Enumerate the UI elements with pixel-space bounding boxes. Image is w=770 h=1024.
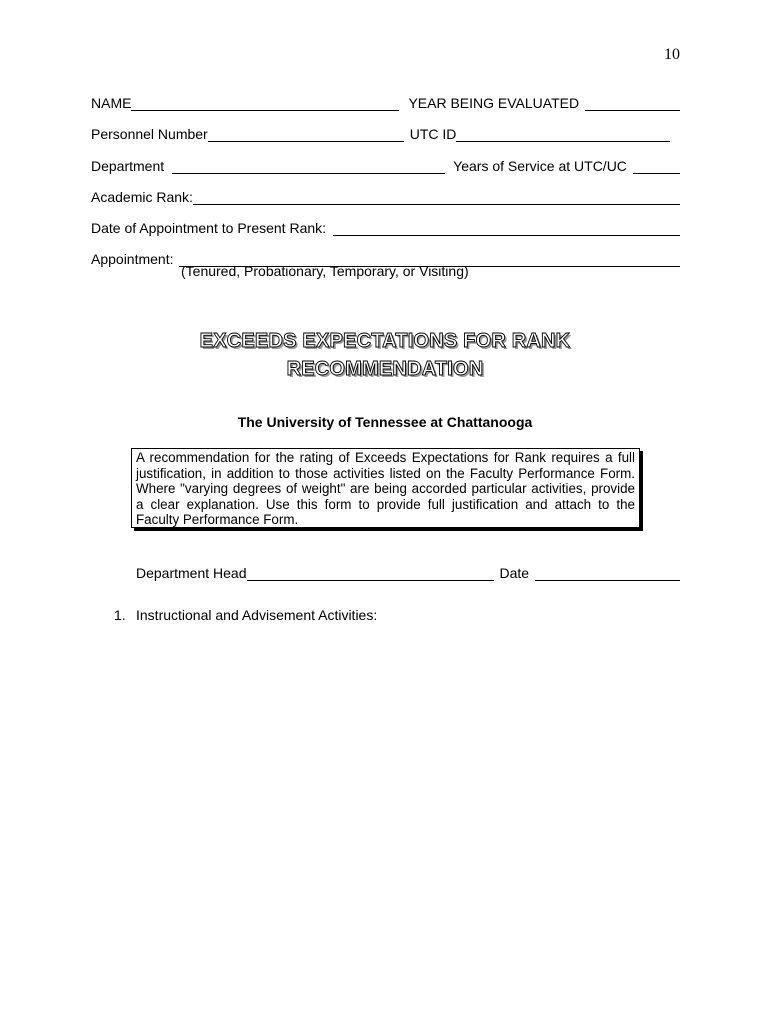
appointment-label: Appointment: — [91, 251, 174, 267]
years-service-label: Years of Service at UTC/UC — [453, 158, 627, 174]
department-label: Department — [91, 158, 165, 174]
form-title — [90, 327, 680, 383]
department-field[interactable] — [172, 158, 445, 174]
appointment-hint: (Tenured, Probationary, Temporary, or Visiting) — [181, 263, 469, 279]
department-row — [91, 154, 680, 174]
form-title-line1: EXCEEDS EXPECTATIONS FOR RANK — [199, 330, 571, 352]
dept-head-label: Department Head — [136, 565, 247, 581]
appointment-date-label: Date of Appointment to Present Rank: — [91, 220, 327, 236]
item-label: Instructional and Advisement Activities: — [136, 607, 378, 623]
list-item — [114, 607, 377, 623]
appointment-date-row — [91, 216, 680, 236]
academic-rank-row — [91, 185, 680, 205]
name-field[interactable] — [131, 95, 399, 111]
years-service-field[interactable] — [633, 158, 680, 174]
signature-row — [136, 561, 680, 581]
item-number: 1. — [114, 607, 126, 623]
personnel-field[interactable] — [208, 126, 404, 142]
page-number: 10 — [664, 46, 680, 63]
personnel-label: Personnel Number — [91, 126, 208, 142]
year-field[interactable] — [585, 95, 680, 111]
justification-notice: A recommendation for the rating of Exceeds Expectations for Rank requires a full justification, in addition to those activities listed on the Faculty Performance Form. Where "varying degrees of weight" are being accorded particular activities, provide a clear explanation. Use this form to provide full justification and attach to the Faculty Performance Form. — [131, 448, 640, 528]
date-label: Date — [499, 565, 530, 581]
utcid-field[interactable] — [456, 126, 670, 142]
academic-rank-field[interactable] — [193, 189, 680, 205]
form-title-line2: RECOMMENDATION — [286, 358, 484, 380]
appointment-date-field[interactable] — [333, 220, 680, 236]
university-name: The University of Tennessee at Chattanooga — [237, 414, 533, 430]
name-label: NAME — [91, 95, 132, 111]
personnel-row — [91, 122, 680, 142]
academic-rank-label: Academic Rank: — [91, 189, 193, 205]
name-row — [91, 91, 680, 111]
date-field[interactable] — [535, 565, 680, 581]
dept-head-field[interactable] — [247, 565, 494, 581]
year-label: YEAR BEING EVALUATED — [408, 95, 580, 111]
utcid-label: UTC ID — [409, 126, 457, 142]
